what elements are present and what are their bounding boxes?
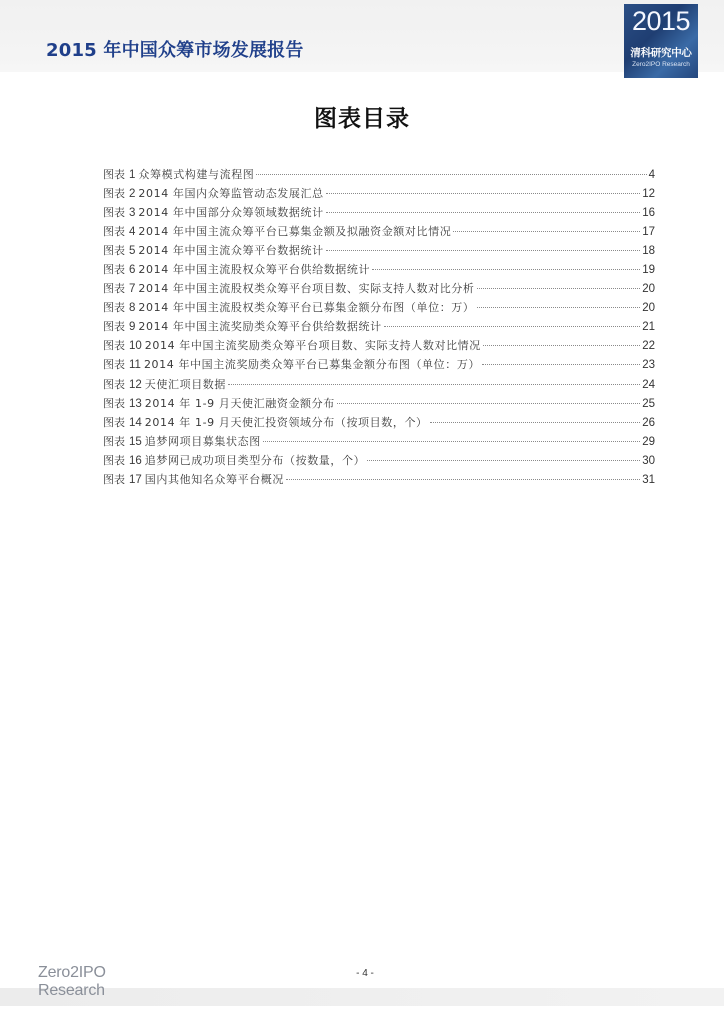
toc-page-number: 4	[648, 169, 655, 181]
toc-prefix: 图表	[103, 187, 125, 201]
toc-label: 2014 年中国主流奖励类众筹平台已募集金额分布图（单位：万）	[143, 358, 481, 372]
toc-number: 14	[129, 416, 142, 429]
toc-prefix: 图表	[103, 301, 125, 315]
toc-prefix: 图表	[103, 225, 125, 239]
footer-band	[0, 988, 724, 1006]
toc-prefix: 图表	[103, 263, 125, 277]
toc-number: 9	[129, 321, 136, 334]
toc-prefix: 图表	[103, 244, 125, 258]
toc-label: 2014 年中国主流股权类众筹平台已募集金额分布图（单位：万）	[138, 301, 475, 315]
toc-label: 2014 年中国主流众筹平台已募集金额及拟融资金额对比情况	[138, 225, 452, 239]
toc-prefix: 图表	[103, 415, 125, 429]
toc-prefix: 图表	[103, 358, 125, 372]
toc-label: 天使汇项目数据	[144, 377, 226, 391]
toc-label: 国内其他知名众筹平台概况	[144, 472, 284, 486]
toc-number: 12	[129, 378, 142, 391]
toc-prefix: 图表	[103, 320, 125, 334]
toc-entry[interactable]	[103, 203, 655, 222]
toc-leader-dots	[326, 250, 641, 251]
toc-label: 2014 年 1-9 月天使汇融资金额分布	[144, 396, 335, 410]
toc-entry[interactable]	[103, 260, 655, 279]
toc-page-number: 23	[642, 359, 655, 372]
toc-leader-dots	[477, 288, 641, 289]
toc-number: 11	[129, 359, 141, 372]
toc-entry[interactable]	[103, 222, 655, 241]
toc-leader-dots	[384, 326, 641, 327]
toc-prefix: 图表	[103, 453, 125, 467]
toc-label: 2014 年 1-9 月天使汇投资领域分布（按项目数，个）	[144, 415, 428, 429]
toc-leader-dots	[372, 269, 640, 270]
toc-page-number: 16	[642, 207, 655, 220]
zero2ipo-logo	[624, 4, 698, 78]
toc-leader-dots	[256, 174, 646, 175]
toc-leader-dots	[477, 307, 641, 308]
toc-number: 10	[129, 340, 142, 353]
toc-prefix: 图表	[103, 168, 125, 181]
toc-entry[interactable]	[103, 317, 655, 336]
toc-entry[interactable]	[103, 241, 655, 260]
toc-leader-dots	[228, 384, 640, 385]
toc-page-number: 25	[642, 397, 655, 410]
toc-entry[interactable]	[103, 375, 655, 394]
toc-page-number: 20	[642, 302, 655, 315]
toc-number: 15	[129, 435, 142, 448]
toc-page-number: 24	[642, 378, 655, 391]
toc-entry[interactable]	[103, 355, 655, 374]
logo-year: 2015	[631, 6, 691, 36]
toc-prefix: 图表	[103, 377, 125, 391]
toc-number: 3	[129, 207, 136, 220]
toc-leader-dots	[286, 479, 640, 480]
toc-leader-dots	[326, 193, 641, 194]
toc-prefix: 图表	[103, 282, 125, 296]
toc-label: 2014 年中国主流奖励类众筹平台供给数据统计	[138, 320, 382, 334]
logo-org-en: Zero2IPO Research	[632, 61, 690, 68]
toc-entry[interactable]	[103, 394, 655, 413]
toc-page-number: 21	[642, 321, 655, 334]
footer-brand-logo	[38, 964, 106, 1000]
toc-label: 2014 年中国主流众筹平台数据统计	[138, 244, 324, 258]
toc-number: 17	[129, 473, 142, 486]
toc-number: 8	[129, 302, 136, 315]
toc-leader-dots	[453, 231, 640, 232]
report-title: 2015 年中国众筹市场发展报告	[46, 40, 304, 61]
toc-number: 2	[129, 188, 136, 201]
toc-page-number: 31	[642, 473, 655, 486]
toc-entry[interactable]	[103, 451, 655, 470]
toc-number: 1	[129, 169, 136, 181]
footer-brand-line1: Zero2IPO	[38, 964, 106, 981]
logo-org-cn: 清科研究中心	[630, 47, 692, 59]
toc-label: 2014 年中国主流股权众筹平台供给数据统计	[138, 263, 371, 277]
toc-leader-dots	[430, 422, 641, 423]
toc-page-number: 30	[642, 454, 655, 467]
toc-label: 追梦网已成功项目类型分布（按数量，个）	[144, 453, 366, 467]
toc-leader-dots	[483, 345, 640, 346]
toc-leader-dots	[326, 212, 641, 213]
toc-label: 2014 年中国主流奖励类众筹平台项目数、实际支持人数对比情况	[144, 339, 481, 353]
toc-entry[interactable]	[103, 279, 655, 298]
toc-number: 13	[129, 397, 142, 410]
footer-brand-line2: Research	[38, 982, 105, 999]
toc-number: 4	[129, 226, 136, 239]
toc-entry[interactable]	[103, 184, 655, 203]
toc-page-number: 29	[642, 435, 655, 448]
toc-prefix: 图表	[103, 472, 125, 486]
toc-page-number: 26	[642, 416, 655, 429]
toc-page-number: 22	[642, 340, 655, 353]
toc-page-number: 19	[642, 264, 655, 277]
toc-page-number: 17	[642, 226, 655, 239]
toc-label: 2014 年中国主流股权类众筹平台项目数、实际支持人数对比分析	[138, 282, 475, 296]
toc-label: 众筹模式构建与流程图	[138, 168, 255, 181]
toc-page-number: 18	[642, 245, 655, 258]
page-number: - 4 -	[356, 968, 374, 979]
toc-prefix: 图表	[103, 396, 125, 410]
toc-number: 6	[129, 264, 136, 277]
toc-page-number: 12	[642, 188, 655, 201]
toc-entry[interactable]	[103, 298, 655, 317]
toc-label: 2014 年中国部分众筹领域数据统计	[138, 206, 324, 220]
toc-leader-dots	[337, 403, 640, 404]
toc-heading: 图表目录	[314, 106, 410, 132]
toc-number: 5	[129, 245, 136, 258]
toc-entry[interactable]	[103, 432, 655, 451]
toc-leader-dots	[482, 364, 640, 365]
toc-page-number: 20	[642, 283, 655, 296]
figure-toc-list	[103, 165, 655, 489]
toc-leader-dots	[367, 460, 640, 461]
toc-prefix: 图表	[103, 339, 125, 353]
toc-entry[interactable]	[103, 336, 655, 355]
toc-prefix: 图表	[103, 206, 125, 220]
toc-leader-dots	[263, 441, 640, 442]
toc-label: 追梦网项目募集状态图	[144, 434, 261, 448]
toc-entry[interactable]	[103, 413, 655, 432]
toc-number: 16	[129, 454, 142, 467]
toc-number: 7	[129, 283, 136, 296]
toc-entry[interactable]	[103, 165, 655, 184]
toc-entry[interactable]	[103, 470, 655, 489]
toc-label: 2014 年国内众筹监管动态发展汇总	[138, 187, 324, 201]
toc-prefix: 图表	[103, 434, 125, 448]
